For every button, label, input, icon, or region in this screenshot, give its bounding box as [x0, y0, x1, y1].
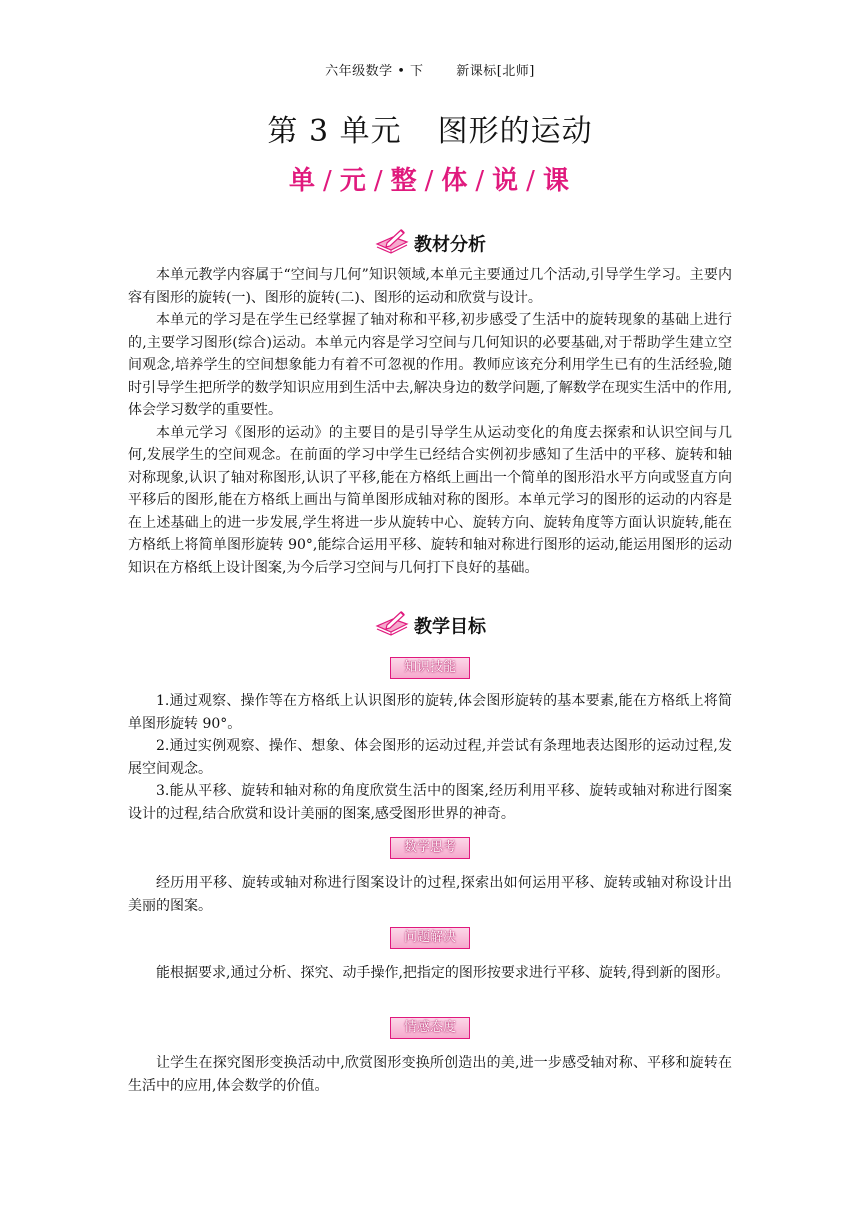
header-edition: 新课标[北师]	[456, 64, 535, 79]
paragraph: 2.通过实例观察、操作、想象、体会图形的运动过程,并尝试有条理地表达图形的运动过程,发展空间观念。	[128, 738, 732, 777]
unit-number: 第 3 单元	[267, 114, 402, 149]
header-grade: 六年级数学 • 下	[325, 64, 424, 79]
book-pencil-icon	[374, 610, 410, 641]
math-thinking-body	[128, 872, 732, 917]
paragraph: 让学生在探究图形变换活动中,欣赏图形变换所创造出的美,进一步感受轴对称、平移和旋转在生活中的应用,体会数学的价值。	[128, 1055, 732, 1094]
unit-title	[0, 106, 860, 150]
section-heading-analysis	[0, 228, 860, 259]
paragraph: 本单元学习《图形的运动》的主要目的是引导学生从运动变化的角度去探索和认识空间与几何,发展学生的空间观念。在前面的学习中学生已经结合实例初步感知了生活中的平移、旋转和轴对称现象,认识了轴对称图形,认识了平移,能在方格纸上画出一个简单的图形沿水平方向或竖直方向平移后的图形,能在方格纸上画出与简单图形成轴对称的图形。本单元学习的图形的运动的内容是在上述基础上的进一步发展,学生将进一步从旋转中心、旋转方向、旋转角度等方面认识旋转,能在方格纸上将简单图形旋转 90°,能综合运用平移、旋转和轴对称进行图形的运动,能运用图形的运动知识在方格纸上设计图案,为今后学习空间与几何打下良好的基础。	[128, 424, 732, 576]
unit-name: 图形的运动	[437, 114, 593, 149]
tag-knowledge-skills: 知识技能	[390, 657, 470, 679]
tag-math-thinking: 数学思考	[390, 837, 470, 859]
attitude-body	[128, 1052, 732, 1097]
book-pencil-icon	[374, 228, 410, 259]
paragraph: 经历用平移、旋转或轴对称进行图案设计的过程,探索出如何运用平移、旋转或轴对称设计出美丽的图案。	[128, 875, 732, 914]
section-title: 教学目标	[414, 616, 486, 638]
subtitle-char: 元	[339, 166, 368, 196]
paragraph: 能根据要求,通过分析、探究、动手操作,把指定的图形按要求进行平移、旋转,得到新的图形。	[156, 965, 730, 981]
page-header	[0, 60, 860, 79]
paragraph: 本单元教学内容属于“空间与几何”知识领域,本单元主要通过几个活动,引导学生学习。主要内容有图形的旋转(一)、图形的旋转(二)、图形的运动和欣赏与设计。	[128, 267, 732, 306]
tag-problem-solving: 问题解决	[390, 927, 470, 949]
subtitle-char: 说	[492, 166, 521, 196]
subtitle-char: 单	[289, 166, 318, 196]
tag-attitude: 情感态度	[390, 1017, 470, 1039]
section-heading-objectives	[0, 610, 860, 641]
subtitle-char: 整	[390, 166, 419, 196]
analysis-body	[128, 264, 732, 579]
paragraph: 3.能从平移、旋转和轴对称的角度欣赏生活中的图案,经历利用平移、旋转或轴对称进行图案设计的过程,结合欣赏和设计美丽的图案,感受图形世界的神奇。	[128, 783, 732, 822]
subtitle-char: 体	[441, 166, 470, 196]
problem-solving-body	[128, 962, 732, 985]
section-title: 教材分析	[414, 234, 486, 256]
paragraph: 本单元的学习是在学生已经掌握了轴对称和平移,初步感受了生活中的旋转现象的基础上进行的,主要学习图形(综合)运动。本单元内容是学习空间与几何知识的必要基础,对于帮助学生建立空间观念,培养学生的空间想象能力有着不可忽视的作用。教师应该充分利用学生已有的生活经验,随时引导学生把所学的数学知识应用到生活中去,解决身边的数学问题,了解数学在现实生活中的作用,体会学习数学的重要性。	[128, 312, 732, 418]
unit-subtitle: 单 / 元 / 整 / 体 / 说 / 课	[289, 166, 571, 196]
subtitle-char: 课	[542, 166, 571, 196]
knowledge-skills-body	[128, 690, 732, 825]
paragraph: 1.通过观察、操作等在方格纸上认识图形的旋转,体会图形旋转的基本要素,能在方格纸上将简单图形旋转 90°。	[128, 693, 732, 732]
